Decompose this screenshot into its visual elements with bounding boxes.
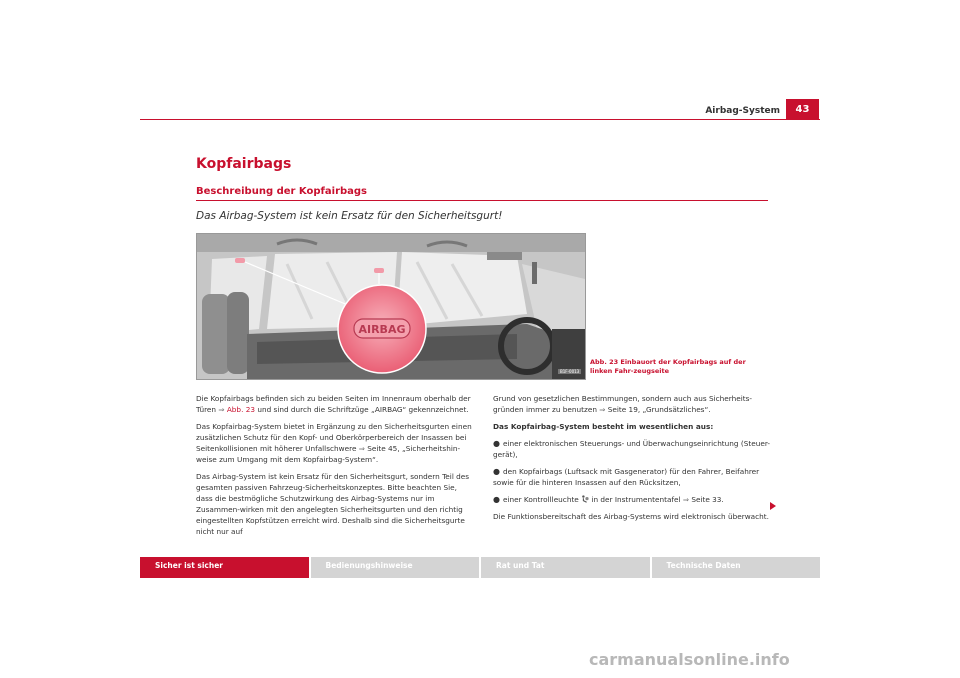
lead-text: Das Airbag-System ist kein Ersatz für den Sicherheitsgurt!	[196, 210, 503, 222]
subsection-title: Beschreibung der Kopfairbags	[196, 186, 368, 197]
continue-arrow-icon	[770, 502, 776, 510]
car-interior-illustration	[197, 234, 585, 379]
list-item: ● einer Kontrollleuchte in der Instrumententafel ⇒ Seite 33.	[493, 495, 724, 504]
list-heading: Das Kopfairbag-System besteht im wesentlichen aus:	[493, 422, 714, 431]
paragraph: Das Kopfairbag-System bietet in Ergänzung zu den Sicherheitsgurten einen zusätzlichen Schutz für den Kopf- und Oberkörperbereich der Insassen bei Seitenkollisionen mit höherer Unfallschwere ⇒ Seite 45, „Sicherheitshin-weise zum Umgang mit dem Kopfairbag-System“.	[196, 422, 472, 464]
watermark: carmanualsonline.info	[589, 650, 790, 669]
page-reference-link[interactable]: Seite 45, „Sicherheitshin-weise zum Umgang mit dem Kopfairbag-System“.	[196, 444, 461, 464]
right-column	[493, 393, 773, 528]
left-column	[196, 393, 472, 543]
paragraph: Die Funktionsbereitschaft des Airbag-Systems wird elektronisch überwacht.	[493, 512, 769, 521]
figure-airbag-location	[196, 233, 586, 380]
figure-reference-link[interactable]: Abb. 23	[226, 405, 255, 414]
airbag-label: AIRBAG	[358, 323, 406, 336]
list-item: ● einer elektronischen Steuerungs- und Überwachungseinrichtung (Steuer-gerät),	[493, 439, 770, 459]
header-rule	[140, 119, 820, 120]
tab-rat-und-tat[interactable]: Rat und Tat	[479, 557, 650, 578]
paragraph: Das Airbag-System ist kein Ersatz für den Sicherheitsgurt, sondern Teil des gesamten passiven Fahrzeug-Sicherheitskonzeptes. Bitte beachten Sie, dass die bestmögliche Schutzwirkung des Airbag-Systems nur im Zusammen-wirken mit den angelegten Sicherheitsgurten und den richtig eingestellten Kopfstützen erreicht wird. Deshalb sind die Sicherheitsgurte nicht nur auf	[196, 472, 470, 536]
figure-code: B1F-0013	[560, 369, 580, 374]
list-item: ● den Kopfairbags (Luftsack mit Gasgenerator) für den Fahrer, Beifahrer sowie für die hinteren Insassen auf den Rücksitzen,	[493, 467, 760, 487]
page-reference-link[interactable]: Seite 33.	[691, 495, 724, 504]
tab-technische-daten[interactable]: Technische Daten	[650, 557, 821, 578]
tab-sicher-ist-sicher[interactable]: Sicher ist sicher	[140, 557, 309, 578]
page-number: 43	[786, 99, 819, 119]
paragraph: Grund von gesetzlichen Bestimmungen, sondern auch aus Sicherheits-gründen immer zu benutzen ⇒ Seite 19, „Grundsätzliches“.	[493, 394, 753, 414]
footer-tabs	[140, 557, 820, 578]
tab-bedienungshinweise[interactable]: Bedienungshinweise	[309, 557, 480, 578]
section-title: Kopfairbags	[196, 156, 292, 172]
figure-caption: Abb. 23 Einbauort der Kopfairbags auf der linken Fahr-zeugseite	[590, 358, 746, 375]
airbag-warning-icon	[581, 495, 589, 503]
header-title: Airbag-System	[705, 106, 780, 116]
subsection-rule	[196, 200, 768, 201]
paragraph: Die Kopfairbags befinden sich zu beiden Seiten im Innenraum oberhalb der Türen ⇒ Abb. 23 und sind durch die Schriftzüge „AIRBAG“ gekennzeichnet.	[196, 394, 471, 414]
page-reference-link[interactable]: Seite 19, „Grundsätzliches“.	[607, 405, 711, 414]
